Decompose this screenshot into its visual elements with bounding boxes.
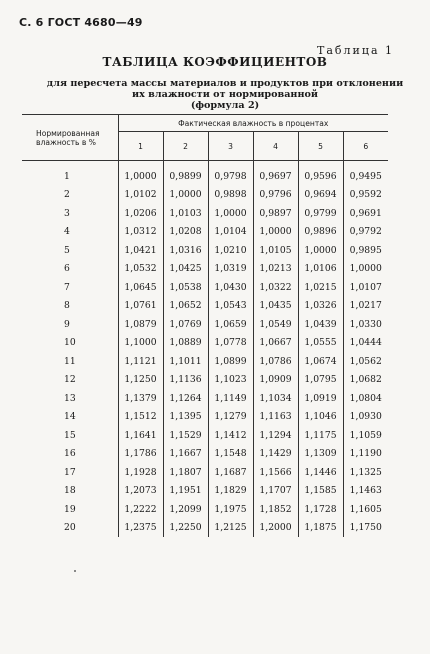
table-cell: 1,1309 xyxy=(298,445,343,464)
table-cell: 1,0206 xyxy=(118,204,163,223)
table-cell: 1,1429 xyxy=(253,445,298,464)
table-cell: 0,9899 xyxy=(163,161,208,186)
table-cell: 0,9694 xyxy=(298,186,343,205)
table-row xyxy=(22,500,388,519)
table-cell: 1,1163 xyxy=(253,408,298,427)
table-cell: 1,0316 xyxy=(163,241,208,260)
table-cell: 1,0674 xyxy=(298,352,343,371)
table-cell: 1,0682 xyxy=(349,374,382,386)
table-cell: 1,0000 xyxy=(163,186,208,205)
document-title: ТАБЛИЦА КОЭФФИЦИЕНТОВ xyxy=(102,55,328,69)
table-row xyxy=(22,161,388,186)
table-cell: 1,0899 xyxy=(208,352,253,371)
table-cell: 1,0439 xyxy=(298,315,343,334)
table-cell: 1,1149 xyxy=(208,389,253,408)
table-cell: 1,1463 xyxy=(349,485,382,497)
row-label: 11 xyxy=(22,352,118,371)
table-cell: 1,1566 xyxy=(253,463,298,482)
row-label: 15 xyxy=(22,426,118,445)
table-cell: 1,1852 xyxy=(253,500,298,519)
table-cell: 1,1829 xyxy=(208,482,253,501)
table-cell: 1,0215 xyxy=(298,278,343,297)
table-row xyxy=(22,482,388,501)
row-label: 8 xyxy=(22,297,118,316)
table-cell: 1,1250 xyxy=(118,371,163,390)
document-subtitle xyxy=(40,78,410,111)
row-label: 6 xyxy=(22,260,118,279)
table-row xyxy=(22,241,388,260)
table-body xyxy=(22,161,388,538)
table-cell: 1,1585 xyxy=(298,482,343,501)
table-cell: 1,0538 xyxy=(163,278,208,297)
table-cell: 1,0104 xyxy=(208,223,253,242)
table-cell: 1,1707 xyxy=(253,482,298,501)
table-cell: 1,2375 xyxy=(118,519,163,538)
row-label: 12 xyxy=(22,371,118,390)
row-label: 1 xyxy=(22,161,118,186)
table-cell: 0,9897 xyxy=(253,204,298,223)
column-header: 2 xyxy=(163,132,208,161)
table-cell: 0,9796 xyxy=(253,186,298,205)
table-cell: 0,9798 xyxy=(208,161,253,186)
table-cell: 1,1175 xyxy=(298,426,343,445)
page-header: С. 6 ГОСТ 4680—49 xyxy=(19,16,143,29)
table-cell: 1,1046 xyxy=(298,408,343,427)
table-cell: 1,0778 xyxy=(208,334,253,353)
table-cell: 1,0879 xyxy=(118,315,163,334)
table-cell: 1,1190 xyxy=(349,448,382,460)
table-cell: 0,9596 xyxy=(298,161,343,186)
table-cell: 1,1548 xyxy=(208,445,253,464)
row-label: 17 xyxy=(22,463,118,482)
row-label: 2 xyxy=(22,186,118,205)
table-cell: 1,1121 xyxy=(118,352,163,371)
table-cell: 1,0319 xyxy=(208,260,253,279)
table-cell: 1,0659 xyxy=(208,315,253,334)
table-cell: 1,0425 xyxy=(163,260,208,279)
table-cell: 1,0107 xyxy=(349,281,382,293)
table-cell: 1,0652 xyxy=(163,297,208,316)
row-label: 7 xyxy=(22,278,118,297)
table-cell: 1,0919 xyxy=(298,389,343,408)
table-cell: 0,9592 xyxy=(349,189,382,201)
table-cell: 1,1059 xyxy=(349,429,382,441)
table-cell: 1,1728 xyxy=(298,500,343,519)
column-header: 4 xyxy=(253,132,298,161)
table-row xyxy=(22,297,388,316)
table-row xyxy=(22,223,388,242)
row-label: 10 xyxy=(22,334,118,353)
table-cell: 1,1928 xyxy=(118,463,163,482)
row-label: 3 xyxy=(22,204,118,223)
column-header: 3 xyxy=(208,132,253,161)
table-cell: 1,0761 xyxy=(118,297,163,316)
table-cell: 1,0444 xyxy=(349,337,382,349)
table-cell: 1,1975 xyxy=(208,500,253,519)
table-cell: 0,9691 xyxy=(349,207,382,219)
row-label: 14 xyxy=(22,408,118,427)
table-cell: 1,1325 xyxy=(349,466,382,478)
table-cell: 1,2125 xyxy=(208,519,253,538)
table-cell: 1,1412 xyxy=(208,426,253,445)
table-row xyxy=(22,352,388,371)
table-cell: 1,0213 xyxy=(253,260,298,279)
subtitle-line: (формула 2) xyxy=(190,100,260,111)
table-cell: 1,0421 xyxy=(118,241,163,260)
table-cell: 1,0103 xyxy=(163,204,208,223)
table-number-label: Таблица 1 xyxy=(317,44,394,57)
table-cell: 0,9792 xyxy=(349,226,382,238)
table-cell: 1,1687 xyxy=(208,463,253,482)
table-row xyxy=(22,186,388,205)
table-cell: 1,1264 xyxy=(163,389,208,408)
column-header: 5 xyxy=(298,132,343,161)
column-header: 1 xyxy=(118,132,163,161)
table-cell: 1,0769 xyxy=(163,315,208,334)
table-cell: 1,0217 xyxy=(349,300,382,312)
table-cell: 1,1875 xyxy=(298,519,343,538)
table-cell: 1,2099 xyxy=(163,500,208,519)
table-cell: 1,0000 xyxy=(349,263,382,275)
subtitle-line: для пересчета массы материалов и продуктов при отклонении xyxy=(46,78,404,89)
row-label: 13 xyxy=(22,389,118,408)
table-cell: 1,0000 xyxy=(208,204,253,223)
table-cell: 1,0804 xyxy=(349,392,382,404)
coefficient-table-wrapper xyxy=(22,114,388,537)
table-cell: 1,0667 xyxy=(253,334,298,353)
table-cell: 1,0562 xyxy=(349,355,382,367)
row-label: 9 xyxy=(22,315,118,334)
row-label: 5 xyxy=(22,241,118,260)
table-cell: 1,0543 xyxy=(208,297,253,316)
table-cell: 1,0532 xyxy=(118,260,163,279)
table-cell: 1,2073 xyxy=(118,482,163,501)
table-cell: 1,1951 xyxy=(163,482,208,501)
table-cell: 0,9799 xyxy=(298,204,343,223)
table-cell: 1,0210 xyxy=(208,241,253,260)
table-cell: 1,1000 xyxy=(118,334,163,353)
table-cell: 1,1023 xyxy=(208,371,253,390)
table-cell: 1,1379 xyxy=(118,389,163,408)
table-row xyxy=(22,519,388,538)
table-cell: 0,9895 xyxy=(349,244,382,256)
table-cell: 1,1395 xyxy=(163,408,208,427)
row-label: 18 xyxy=(22,482,118,501)
table-row xyxy=(22,426,388,445)
table-cell: 1,0000 xyxy=(298,241,343,260)
table-cell: 1,1786 xyxy=(118,445,163,464)
table-cell: 1,0102 xyxy=(118,186,163,205)
table-cell: 1,0555 xyxy=(298,334,343,353)
table-row xyxy=(22,334,388,353)
table-cell: 1,1294 xyxy=(253,426,298,445)
table-cell: 1,1011 xyxy=(163,352,208,371)
table-cell: 1,1279 xyxy=(208,408,253,427)
table-cell: 1,0000 xyxy=(118,161,163,186)
column-group-header: Фактическая влажность в процентах xyxy=(118,115,388,132)
table-cell: 1,1034 xyxy=(253,389,298,408)
table-cell: 1,1529 xyxy=(163,426,208,445)
row-label: 4 xyxy=(22,223,118,242)
table-cell: 1,1750 xyxy=(349,522,382,534)
table-cell: 1,0000 xyxy=(253,223,298,242)
table-cell: 1,0322 xyxy=(253,278,298,297)
table-cell: 1,0930 xyxy=(349,411,382,423)
table-cell: 1,0645 xyxy=(118,278,163,297)
table-cell: 1,0795 xyxy=(298,371,343,390)
table-cell: 1,0312 xyxy=(118,223,163,242)
table-cell: 1,1641 xyxy=(118,426,163,445)
table-row xyxy=(22,260,388,279)
table-row xyxy=(22,315,388,334)
table-row xyxy=(22,204,388,223)
table-row xyxy=(22,278,388,297)
table-cell: 0,9896 xyxy=(298,223,343,242)
table-cell: 1,0105 xyxy=(253,241,298,260)
row-label: 16 xyxy=(22,445,118,464)
table-cell: 1,0430 xyxy=(208,278,253,297)
table-cell: 1,1136 xyxy=(163,371,208,390)
column-header: 6 xyxy=(343,132,388,161)
table-cell: 1,0549 xyxy=(253,315,298,334)
row-header: Нормированная влажность в % xyxy=(22,115,118,161)
table-cell: 1,2250 xyxy=(163,519,208,538)
table-cell: 0,9697 xyxy=(253,161,298,186)
table-cell: 1,1446 xyxy=(298,463,343,482)
table-cell: 1,0330 xyxy=(349,318,382,330)
table-cell: 1,2000 xyxy=(253,519,298,538)
table-cell: 1,1512 xyxy=(118,408,163,427)
table-cell: 1,0326 xyxy=(298,297,343,316)
table-cell: 1,0208 xyxy=(163,223,208,242)
table-cell: 0,9495 xyxy=(349,170,382,182)
table-cell: 1,1605 xyxy=(349,503,382,515)
table-row xyxy=(22,463,388,482)
row-label: 20 xyxy=(22,519,118,538)
print-speck xyxy=(74,570,76,572)
table-cell: 1,0435 xyxy=(253,297,298,316)
table-cell: 1,0106 xyxy=(298,260,343,279)
table-cell: 1,0889 xyxy=(163,334,208,353)
table-cell: 1,0786 xyxy=(253,352,298,371)
table-row xyxy=(22,371,388,390)
table-cell: 1,1667 xyxy=(163,445,208,464)
table-cell: 1,0909 xyxy=(253,371,298,390)
table-row xyxy=(22,389,388,408)
subtitle-line: их влажности от нормированной xyxy=(132,89,318,100)
table-cell: 1,2222 xyxy=(118,500,163,519)
table-row xyxy=(22,408,388,427)
row-label: 19 xyxy=(22,500,118,519)
coefficient-table xyxy=(22,114,388,537)
table-cell: 1,1807 xyxy=(163,463,208,482)
table-row xyxy=(22,445,388,464)
table-cell: 0,9898 xyxy=(208,186,253,205)
